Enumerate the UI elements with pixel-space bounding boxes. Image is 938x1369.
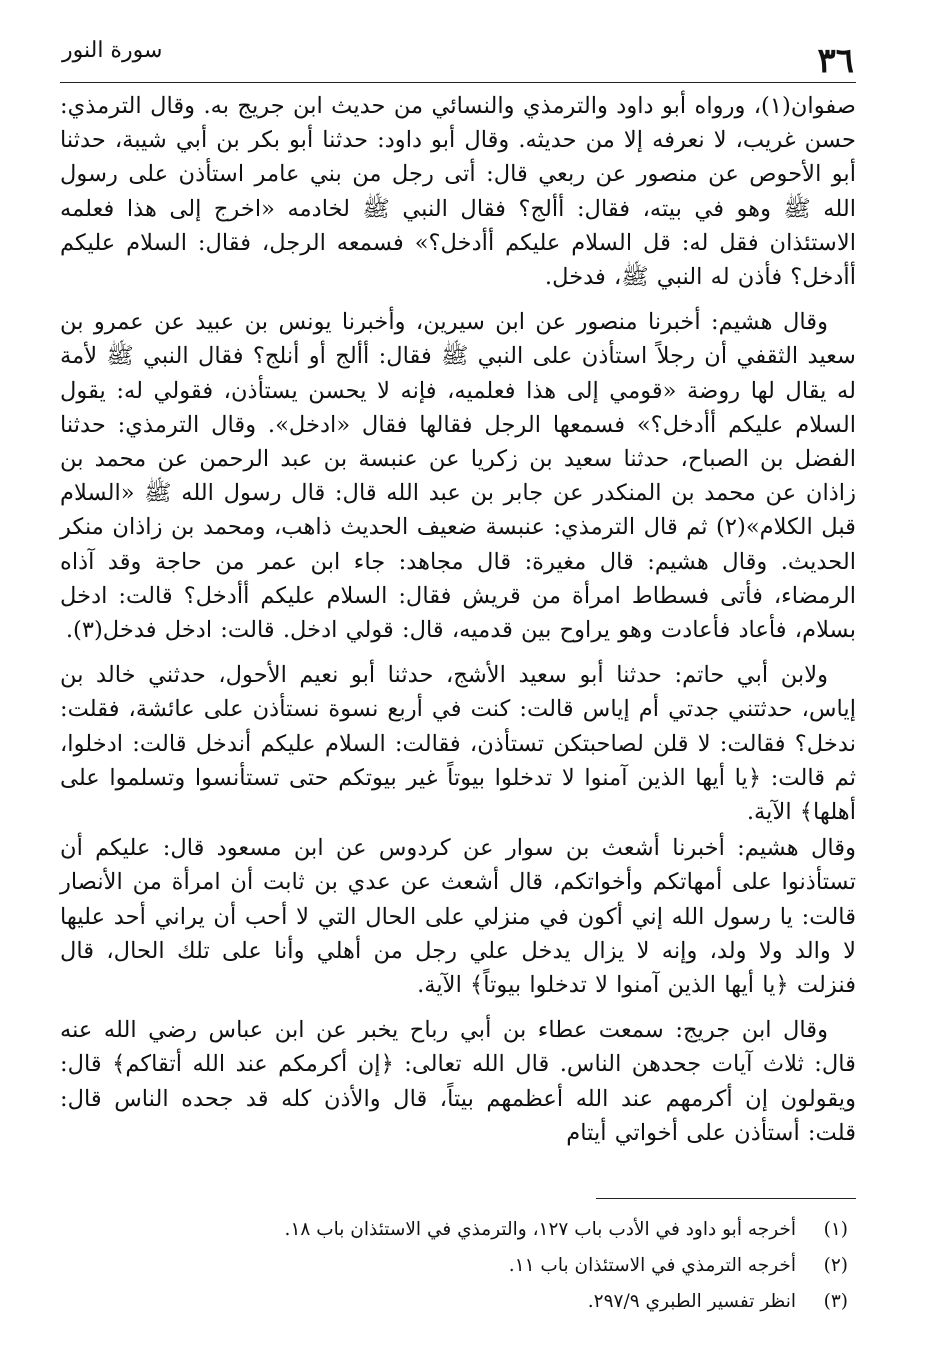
footnote-item: [60, 1212, 856, 1248]
footnotes: [60, 1212, 856, 1320]
footnote-number: (٣): [823, 1291, 848, 1312]
paragraph-3: ولابن أبي حاتم: حدثنا أبو سعيد الأشج، حدثنا أبو نعيم الأحول، حدثني خالد بن إياس، حدثتني جدتي أم إياس قالت: كنت في أربع نسوة نستأذن على عائشة، فقلت: ندخل؟ فقالت: لا قلن لصاحبتكن تستأذن، فقالت: السلام عليكم أندخل قالت: ادخلوا، ثم قالت: ﴿يا أيها الذين آمنوا لا تدخلوا بيوتاً غير بيوتكم حتى تستأنسوا وتسلموا على أهلها﴾ الآية.: [60, 662, 856, 826]
paragraph-5: وقال ابن جريج: سمعت عطاء بن أبي رباح يخبر عن ابن عباس رضي الله عنه قال: ثلاث آيات جحدهن الناس. قال الله تعالى: ﴿إن أكرمكم عند الله أتقاكم﴾ قال: ويقولون إن أكرمهم عند الله أعظمهم بيتاً، قال والأذن كله قد جحده الناس قال: قلت: أستأذن على أخواتي أيتام: [60, 1017, 856, 1146]
surah-title: سورة النور: [62, 38, 163, 63]
main-text: [60, 89, 856, 1150]
footnote-number: (٢): [823, 1255, 848, 1276]
footnote-text: أخرجه الترمذي في الاستئذان باب ١١.: [508, 1255, 796, 1276]
footnote-text: انظر تفسير الطبري ٢٩٧/٩.: [587, 1291, 796, 1312]
paragraph-4: وقال هشيم: أخبرنا أشعث بن سوار عن كردوس عن ابن مسعود قال: عليكم أن تستأذنوا على أمهاتكم وأخواتكم، قال أشعث عن عدي بن ثابت أن امرأة من الأنصار قالت: يا رسول الله إني أكون في منزلي على الحال التي لا أحب أن يراني أحد عليها لا والد ولا ولد، وإنه لا يزال يدخل علي رجل من أهلي وأنا على تلك الحال، قال فنزلت ﴿يا أيها الذين آمنوا لا تدخلوا بيوتاً﴾ الآية.: [60, 835, 856, 999]
page-number: ٣٦: [817, 41, 854, 81]
paragraph-1: صفوان(١)، ورواه أبو داود والترمذي والنسائي من حديث ابن جريج به. وقال الترمذي: حسن غريب، لا نعرفه إلا من حديثه. وقال أبو داود: حدثنا أبو بكر بن أبي شيبة، حدثنا أبو الأحوص عن منصور عن ربعي قال: أتى رجل من بني عامر استأذن على رسول الله ﷺ وهو في بيته، فقال: أألج؟ فقال النبي ﷺ لخادمه «اخرج إلى هذا فعلمه الاستئذان فقل له: قل السلام عليكم أأدخل؟» فسمعه الرجل، فقال: السلام عليكم أأدخل؟ فأذن له النبي ﷺ، فدخل.: [60, 93, 856, 291]
footnote-number: (١): [823, 1219, 848, 1240]
paragraph-2: وقال هشيم: أخبرنا منصور عن ابن سيرين، وأخبرنا يونس بن عبيد عن عمرو بن سعيد الثقفي أن رجلاً استأذن على النبي ﷺ فقال: أألج أو أنلج؟ فقال النبي ﷺ لأمة له يقال لها روضة «قومي إلى هذا فعلميه، فإنه لا يحسن يستأذن، فقولي له: يقول السلام عليكم أأدخل؟» فسمعها الرجل فقالها فقال «ادخل». وقال الترمذي: حدثنا الفضل بن الصباح، حدثنا سعيد بن زكريا عن عنبسة بن عبد الرحمن عن محمد بن زاذان عن محمد بن المنكدر عن جابر بن عبد الله قال: قال رسول الله ﷺ «السلام قبل الكلام»(٢) ثم قال الترمذي: عنبسة ضعيف الحديث ذاهب، ومحمد بن زاذان منكر الحديث. وقال هشيم: قال مغيرة: قال مجاهد: جاء ابن عمر من حاجة وقد آذاه الرمضاء، فأتى فسطاط امرأة من قريش فقال: السلام عليكم أأدخل؟ قالت: ادخل بسلام، فأعاد فأعادت وهو يراوح بين قدميه، قال: قولي ادخل. قالت: ادخل فدخل(٣).: [60, 309, 856, 644]
footnote-item: [60, 1284, 856, 1320]
footnote-text: أخرجه أبو داود في الأدب باب ١٢٧، والترمذي في الاستئذان باب ١٨.: [284, 1219, 796, 1240]
running-header: [60, 34, 856, 83]
book-page: [60, 34, 856, 1334]
footnote-item: [60, 1248, 856, 1284]
footnote-separator: [596, 1198, 856, 1199]
